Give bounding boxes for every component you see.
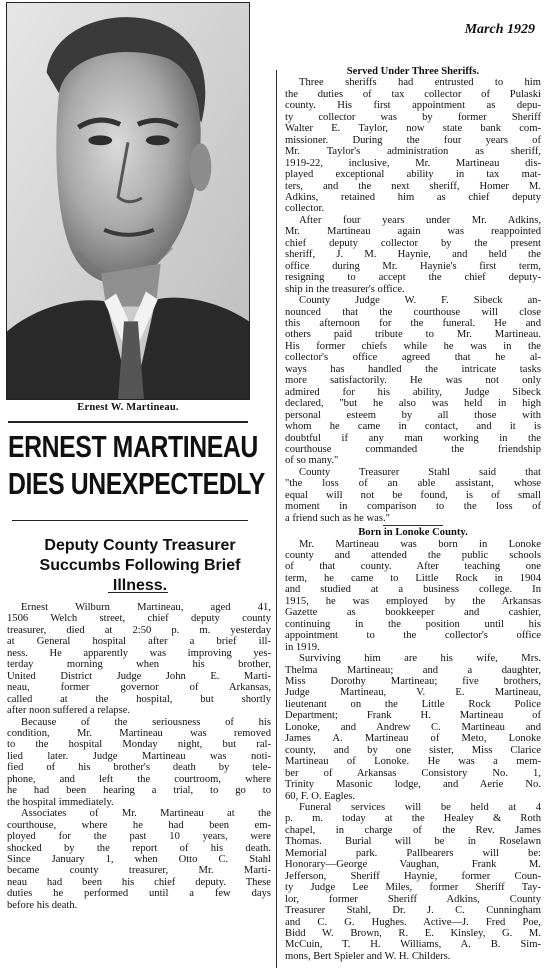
text-line: office during Mr. Haynie's first term,: [285, 260, 541, 272]
photo-caption: Ernest W. Martineau.: [77, 402, 179, 413]
text-line: ty Judge Lee Miles, former Sheriff Tay-: [285, 882, 541, 894]
section-rule: [383, 525, 443, 526]
text-line: the hospital immediately.: [7, 796, 114, 808]
text-line: Jefferson, Sheriff Haynie, former Coun-: [285, 870, 541, 882]
headline: [8, 428, 265, 502]
text-line: fied of his brother's death by tele-: [7, 762, 271, 774]
right-column: [283, 0, 543, 968]
text-line: condition, Mr. Martineau was removed: [7, 727, 271, 739]
headline-line: ERNEST MARTINEAU: [8, 429, 258, 464]
text-line: ness. He apparently was improving yes-: [7, 647, 271, 659]
text-line: mons, Bert Spieler and W. H. Childers.: [285, 950, 451, 962]
text-line: "the loss of an able assistant, whose: [285, 478, 541, 490]
text-line: Associates of Mr. Martineau at the: [21, 808, 271, 820]
text-line: Because of the seriousness of his: [21, 716, 271, 728]
text-line: Walter E. Taylor, now state bank com-: [285, 123, 541, 135]
text-line: neau, former governor of Arkansas,: [7, 682, 271, 694]
text-line: 60, F. O. Eagles.: [285, 790, 356, 802]
text-line: declared, "but he also was held in high: [285, 398, 541, 410]
text-line: United District Judge John E. Marti-: [7, 670, 271, 682]
text-line: Thomas. Burial will be in Roselawn: [285, 836, 541, 848]
text-line: equal will not be found, is of small: [285, 489, 541, 501]
text-line: and C. G. Hughes. Active—J. Fred Poe,: [285, 916, 541, 928]
text-line: called at the hospital, but shortly: [7, 693, 271, 705]
section-heading: Born in Lonoke County.: [358, 527, 468, 539]
text-line: in 1919.: [285, 641, 320, 653]
text-line: Trinity Masonic lodge, and Aerie No.: [285, 779, 541, 791]
text-line: term, he came to Little Rock in 1904: [285, 572, 541, 584]
text-line: Mr. Taylor's administration as sheriff,: [285, 146, 541, 158]
text-line: Adkins, retained him as chief deputy: [285, 191, 541, 203]
text-line: ways has handled the intricate tasks: [285, 363, 541, 375]
text-line: county, and by one sister, Miss Clarice: [285, 744, 541, 756]
text-line: Martineau of Lonoke. He was a mem-: [285, 756, 541, 768]
text-line: admired for his ability, Judge Sibeck: [285, 386, 541, 398]
text-line: 1506 Welch street, chief deputy county: [7, 613, 271, 625]
text-line: and studied at a business college. In: [285, 584, 541, 596]
text-line: duties he performed until a few days: [7, 888, 271, 900]
text-line: became county treasurer, Mr. Marti-: [7, 865, 271, 877]
text-line: phone, and left the courtroom, where: [7, 773, 271, 785]
headline-line: DIES UNEXPECTEDLY: [8, 466, 265, 501]
text-line: to the hospital Monday night, but ral-: [7, 739, 271, 751]
section-heading: Served Under Three Sheriffs.: [346, 66, 480, 77]
divider-rule: [12, 520, 248, 521]
text-line: Lonoke, and Andrew C. Martineau and: [285, 721, 541, 733]
text-line: resigning to accept the chief deputy-: [285, 272, 541, 284]
text-line: of so many.": [285, 455, 339, 467]
text-line: ship in the treasurer's office.: [285, 283, 405, 295]
text-line: Surviving him are his wife, Mrs.: [299, 653, 541, 665]
text-line: ber of Arkansas Consistory No. 1,: [285, 767, 541, 779]
left-column: [2, 0, 274, 968]
subheadline-line: Deputy County Treasurer: [44, 537, 236, 554]
text-line: ty collector was by former Sheriff: [285, 111, 541, 123]
text-line: after noon suffered a relapse.: [7, 705, 131, 717]
text-line: the duties of tax collector of Pulaski: [285, 88, 541, 100]
text-line: county. His first appointment as depu-: [285, 100, 541, 112]
text-line: p. m. today at the Healey & Roth: [285, 813, 541, 825]
text-line: Memorial park. Pallbearers will be:: [285, 847, 541, 859]
text-line: moment in comparison to the loss of: [285, 501, 541, 513]
text-line: a friend such as he was.": [285, 512, 390, 524]
text-line: shocked by the report of his death.: [7, 842, 271, 854]
text-line: chief deputy collector by the present: [285, 237, 541, 249]
text-line: Honorary—George Vaughan, Frank M.: [285, 859, 541, 871]
text-line: he had been hearing a trial, to go to: [7, 785, 271, 797]
text-line: Funeral services will be held at 4: [299, 802, 541, 813]
text-line: at General hospital after a brief ill-: [7, 636, 271, 648]
text-line: Gazette as bookkeeper and cashier,: [285, 607, 541, 619]
text-line: Since January 1, when Otto C. Stahl: [7, 853, 271, 865]
text-line: Mr. Martineau was born in Lonoke: [299, 538, 541, 550]
text-line: His former chiefs while he was in the: [285, 340, 541, 352]
subheadline: [6, 536, 274, 596]
text-line: collector's office agreed that he al-: [285, 352, 541, 364]
dateline: March 1929: [464, 22, 535, 37]
text-line: missioner. During the four years of: [285, 134, 541, 146]
text-line: After four years under Mr. Adkins,: [299, 214, 541, 226]
text-line: chapel, in charge of the Rev. James: [285, 824, 541, 836]
text-line: Bidd W. Brown, R. E. Kinsley, G. M.: [285, 927, 541, 939]
text-line: others paid tribute to Mr. Martineau.: [285, 329, 541, 341]
text-line: Thelma Martineau; and a daughter,: [285, 664, 541, 676]
text-line: McCuin, T. H. Williams, A. B. Sim-: [285, 939, 541, 951]
text-line: sheriff, J. M. Haynie, and held the: [285, 249, 541, 261]
text-line: ters, and the next sheriff, Homer M.: [285, 180, 541, 192]
text-line: neau had been his chief deputy. These: [7, 876, 271, 888]
text-line: County Judge W. F. Sibeck an-: [299, 295, 541, 307]
text-line: Ernest Wilburn Martineau, aged 41,: [21, 602, 271, 613]
portrait-photo: [6, 2, 250, 400]
text-line: terday morning when his brother,: [7, 659, 271, 671]
divider-rule: [8, 421, 248, 423]
text-line: Mr. Martineau again was reappointed: [285, 226, 541, 238]
text-line: courthouse commanded the friendship: [285, 443, 541, 455]
text-line: Miss Dorothy Martineau; five brothers,: [285, 676, 541, 688]
text-line: before his death.: [7, 899, 78, 911]
text-line: ployed for the past 10 years, were: [7, 831, 271, 843]
text-line: 1919-22, inclusive, Mr. Martineau dis-: [285, 157, 541, 169]
text-line: Three sheriffs had entrusted to him: [299, 77, 541, 89]
article-body-left: [7, 602, 271, 911]
subheadline-line: Illness.: [112, 577, 168, 594]
text-line: whom he came in contact, and it is: [285, 421, 541, 433]
text-line: collector.: [285, 203, 325, 215]
text-line: James A. Martineau of Meto, Lonoke: [285, 733, 541, 745]
text-line: lied later. Judge Martineau was noti-: [7, 750, 271, 762]
text-line: treasurer, died at 2:50 p. m. yesterday: [7, 624, 271, 636]
text-line: played exceptional ability in tax mat-: [285, 169, 541, 181]
text-line: courthouse, where he had been em-: [7, 819, 271, 831]
text-line: appointment to the collector's office: [285, 630, 541, 642]
text-line: personal esteem by all those with: [285, 409, 541, 421]
text-line: Department; Frank H. Martineau of: [285, 710, 541, 722]
text-line: of that county. After teaching one: [285, 561, 541, 573]
text-line: lieutenant on the Little Rock Police: [285, 698, 541, 710]
text-line: this afternoon for the funeral. He and: [285, 317, 541, 329]
subheadline-line: Succumbs Following Brief: [39, 557, 241, 574]
portrait-illustration: [7, 3, 249, 399]
text-line: Judge Martineau, V. E. Martineau,: [285, 687, 541, 699]
text-line: nounced that the courthouse will close: [285, 306, 541, 318]
text-line: more satisfactorily. He was not only: [285, 375, 541, 387]
text-line: doubtful if any man working in the: [285, 432, 541, 444]
text-line: Treasurer Stahl, Dr. J. C. Cunningham: [285, 905, 541, 917]
text-line: continuing in the position until his: [285, 618, 541, 630]
text-line: county and attended the public schools: [285, 550, 541, 562]
text-line: 1915, he was employed by the Arkansas: [285, 595, 541, 607]
text-line: lor, former Sheriff Adkins, County: [285, 893, 541, 905]
text-line: County Treasurer Stahl said that: [299, 466, 541, 478]
column-divider: [276, 70, 277, 968]
article-body-right: [285, 66, 541, 962]
divider-rule: [108, 592, 168, 593]
